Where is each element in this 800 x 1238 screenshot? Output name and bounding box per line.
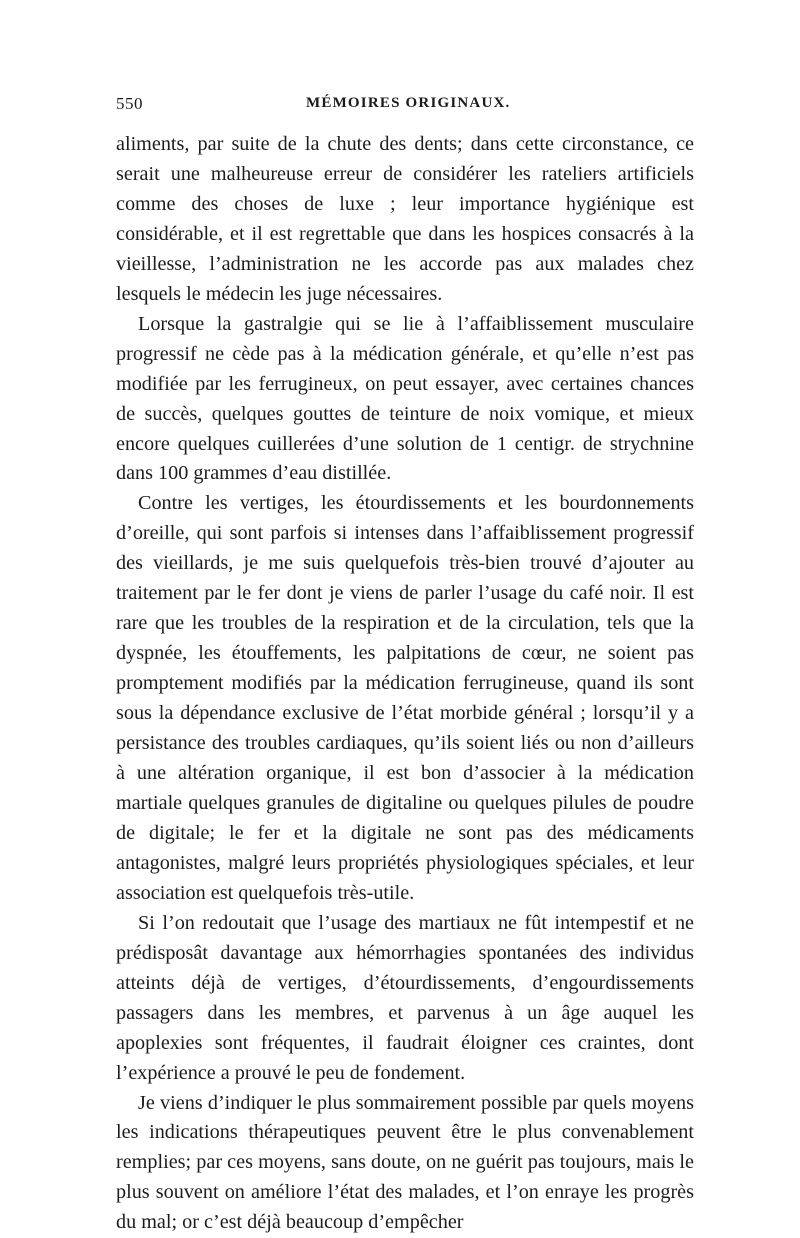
paragraph-gastralgie: Lorsque la gastralgie qui se lie à l’affaiblissement musculaire progressif ne cède pas à la médication générale, et qu’elle n’est pas modifiée par les ferrugineux, on peut essayer, avec certaines chances de succès, quelques gouttes de teinture de noix vomique, et mieux encore quelques cuillerées d’une solution de 1 centigr. de strychnine dans 100 grammes d’eau distillée.	[116, 310, 694, 490]
paragraph-vertiges: Contre les vertiges, les étourdissements et les bourdonnements d’oreille, qui sont parfois si intenses dans l’affaiblissement progressif des vieillards, je me suis quelquefois très-bien trouvé d’ajouter au traitement par le fer dont je viens de parler l’usage du café noir. Il est rare que les troubles de la respiration et de la circulation, tels que la dyspnée, les étouffements, les palpitations de cœur, ne soient pas promptement modifiés par la médication ferrugineuse, quand ils sont sous la dépendance exclusive de l’état morbide général ; lorsqu’il y a persistance des troubles cardiaques, qu’ils soient liés ou non d’ailleurs à une altération organique, il est bon d’associer à la médication martiale quelques granules de digitaline ou quelques pilules de poudre de digitale; le fer et la digitale ne sont pas des médicaments antagonistes, malgré leurs propriétés physiologiques spéciales, et leur association est quelquefois très-utile.	[116, 489, 694, 908]
body-text	[116, 130, 694, 1238]
paragraph-indications: Je viens d’indiquer le plus sommairement possible par quels moyens les indications thérapeutiques peuvent être le plus convenablement remplies; par ces moyens, sans doute, on ne guérit pas toujours, mais le plus souvent on améliore l’état des malades, et l’on enraye les progrès du mal; or c’est déjà beaucoup d’empêcher	[116, 1089, 694, 1238]
page-header	[116, 94, 694, 124]
paragraph-continuation: aliments, par suite de la chute des dents; dans cette circonstance, ce serait une malheureuse erreur de considérer les rateliers artificiels comme des choses de luxe ; leur importance hygiénique est considérable, et il est regrettable que dans les hospices consacrés à la vieillesse, l’administration ne les accorde pas aux malades chez lesquels le médecin les juge nécessaires.	[116, 130, 694, 310]
running-title: MÉMOIRES ORIGINAUX.	[306, 95, 510, 112]
page-number: 550	[116, 94, 143, 114]
paragraph-martiaux: Si l’on redoutait que l’usage des martiaux ne fût intempestif et ne prédisposât davantage aux hémorrhagies spontanées des individus atteints déjà de vertiges, d’étourdissements, d’engourdissements passagers dans les membres, et parvenus à un âge auquel les apoplexies sont fréquentes, il faudrait éloigner ces craintes, dont l’expérience a prouvé le peu de fondement.	[116, 909, 694, 1089]
